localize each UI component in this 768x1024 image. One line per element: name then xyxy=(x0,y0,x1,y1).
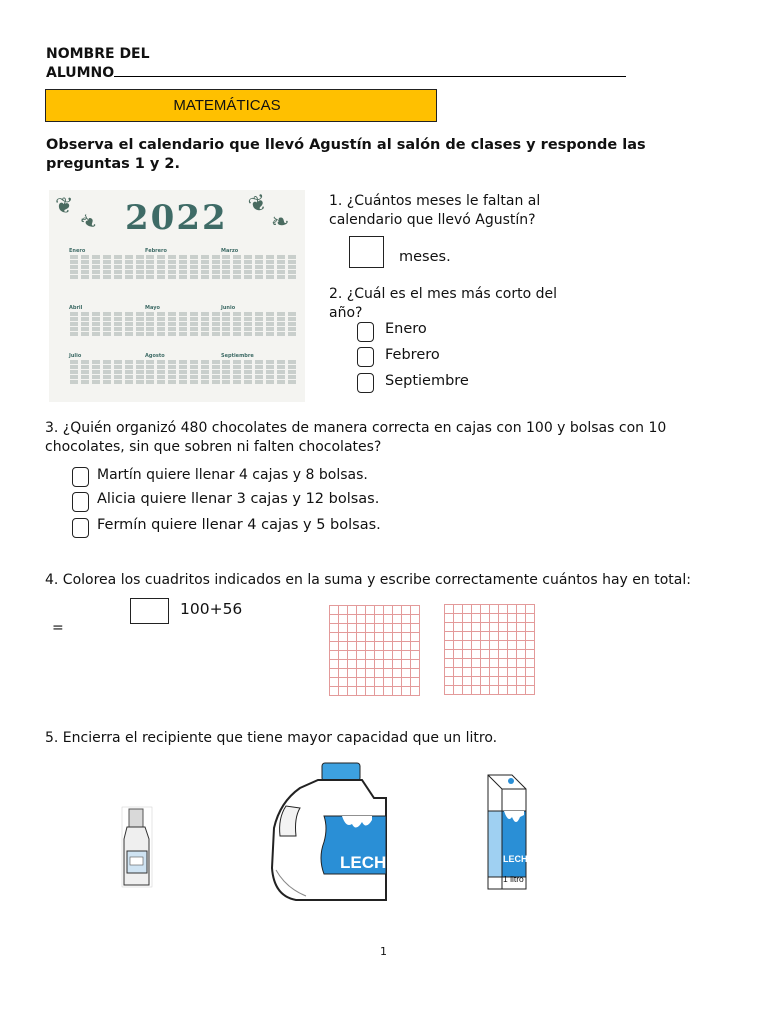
calendar-day-grid xyxy=(145,360,221,384)
calendar-month-name: Marzo xyxy=(221,248,239,254)
small-milk-bottle[interactable] xyxy=(118,805,158,890)
gallon-milk-jug[interactable] xyxy=(266,758,398,902)
q4-sum: 100+56 xyxy=(180,600,243,618)
calendar-month xyxy=(69,305,145,336)
q3-option-martin: Martín quiere llenar 4 cajas y 8 bolsas. xyxy=(97,467,368,483)
calendar-month-name: Septiembre xyxy=(221,353,254,359)
milk-carton-1-litro[interactable] xyxy=(482,771,532,893)
carton-volume: 1 litro xyxy=(503,874,524,884)
q2-option-checkbox[interactable] xyxy=(357,373,374,393)
student-name-label xyxy=(46,45,626,82)
calendar-month xyxy=(145,248,221,279)
calendar-day-grid xyxy=(69,255,145,279)
subject-title-box xyxy=(45,89,437,122)
calendar-month xyxy=(69,248,145,279)
calendar-month-name: Junio xyxy=(221,305,236,311)
calendar-day-grid xyxy=(221,360,297,384)
calendar-year: 2022 xyxy=(125,198,228,238)
q4-answer-box[interactable] xyxy=(130,598,169,624)
calendar-image xyxy=(49,190,305,402)
calendar-month-name: Julio xyxy=(69,353,82,359)
hundred-grid[interactable] xyxy=(444,604,535,695)
leaf-icon: ❦ xyxy=(55,194,74,219)
calendar-month xyxy=(145,305,221,336)
calendar-day-grid xyxy=(145,255,221,279)
calendar-month xyxy=(221,305,297,336)
hundred-grid[interactable] xyxy=(329,605,420,696)
calendar-day-grid xyxy=(145,312,221,336)
leaf-icon: ❧ xyxy=(271,210,290,235)
student-name-field[interactable] xyxy=(114,63,626,77)
q2-option-febrero: Febrero xyxy=(385,347,440,363)
page-number: 1 xyxy=(380,945,387,958)
question-4: 4. Colorea los cuadritos indicados en la suma y escribe correctamente cuántos hay en total: xyxy=(45,572,691,588)
q1-unit: meses. xyxy=(399,249,451,265)
q4-equals: = xyxy=(52,620,64,636)
q2-option-septiembre: Septiembre xyxy=(385,373,469,389)
leaf-icon: ❧ xyxy=(73,207,103,238)
calendar-month-name: Mayo xyxy=(145,305,160,311)
question-2: 2. ¿Cuál es el mes más corto del año? xyxy=(329,286,557,321)
q3-option-checkbox[interactable] xyxy=(72,492,89,512)
q3-option-alicia: Alicia quiere llenar 3 cajas y 12 bolsas. xyxy=(97,491,380,507)
q3-option-fermin: Fermín quiere llenar 4 cajas y 5 bolsas. xyxy=(97,517,381,533)
calendar-day-grid xyxy=(221,255,297,279)
question-5: 5. Encierra el recipiente que tiene mayor capacidad que un litro. xyxy=(45,730,498,746)
calendar-month-name: Febrero xyxy=(145,248,167,254)
calendar-month xyxy=(145,353,221,384)
calendar-month xyxy=(221,248,297,279)
leaf-icon: ❦ xyxy=(245,189,272,220)
question-1: 1. ¿Cuántos meses le faltan al calendario que llevó Agustín? xyxy=(329,193,541,228)
gallon-label: LECHE xyxy=(340,853,398,872)
q3-option-checkbox[interactable] xyxy=(72,467,89,487)
q1-answer-box[interactable] xyxy=(349,236,384,268)
calendar-day-grid xyxy=(69,360,145,384)
calendar-month-name: Agosto xyxy=(145,353,165,359)
subject-title: MATEMÁTICAS xyxy=(173,97,281,114)
calendar-month-name: Enero xyxy=(69,248,86,254)
calendar-month xyxy=(69,353,145,384)
calendar-day-grid xyxy=(69,312,145,336)
name-label-line2: ALUMNO xyxy=(46,65,115,81)
calendar-month-name: Abril xyxy=(69,305,83,311)
q2-option-enero: Enero xyxy=(385,321,427,337)
q3-option-checkbox[interactable] xyxy=(72,518,89,538)
calendar-day-grid xyxy=(221,312,297,336)
q2-option-checkbox[interactable] xyxy=(357,347,374,367)
question-3: 3. ¿Quién organizó 480 chocolates de manera correcta en cajas con 100 y bolsas con 10 chocolates, sin que sobren ni falten chocolates? xyxy=(45,420,667,455)
calendar-month xyxy=(221,353,297,384)
carton-label: LECHE xyxy=(503,854,534,864)
instructions: Observa el calendario que llevó Agustín al salón de clases y responde las preguntas 1 y 2. xyxy=(46,137,646,172)
name-label-line1: NOMBRE DEL xyxy=(46,46,150,62)
q2-option-checkbox[interactable] xyxy=(357,322,374,342)
